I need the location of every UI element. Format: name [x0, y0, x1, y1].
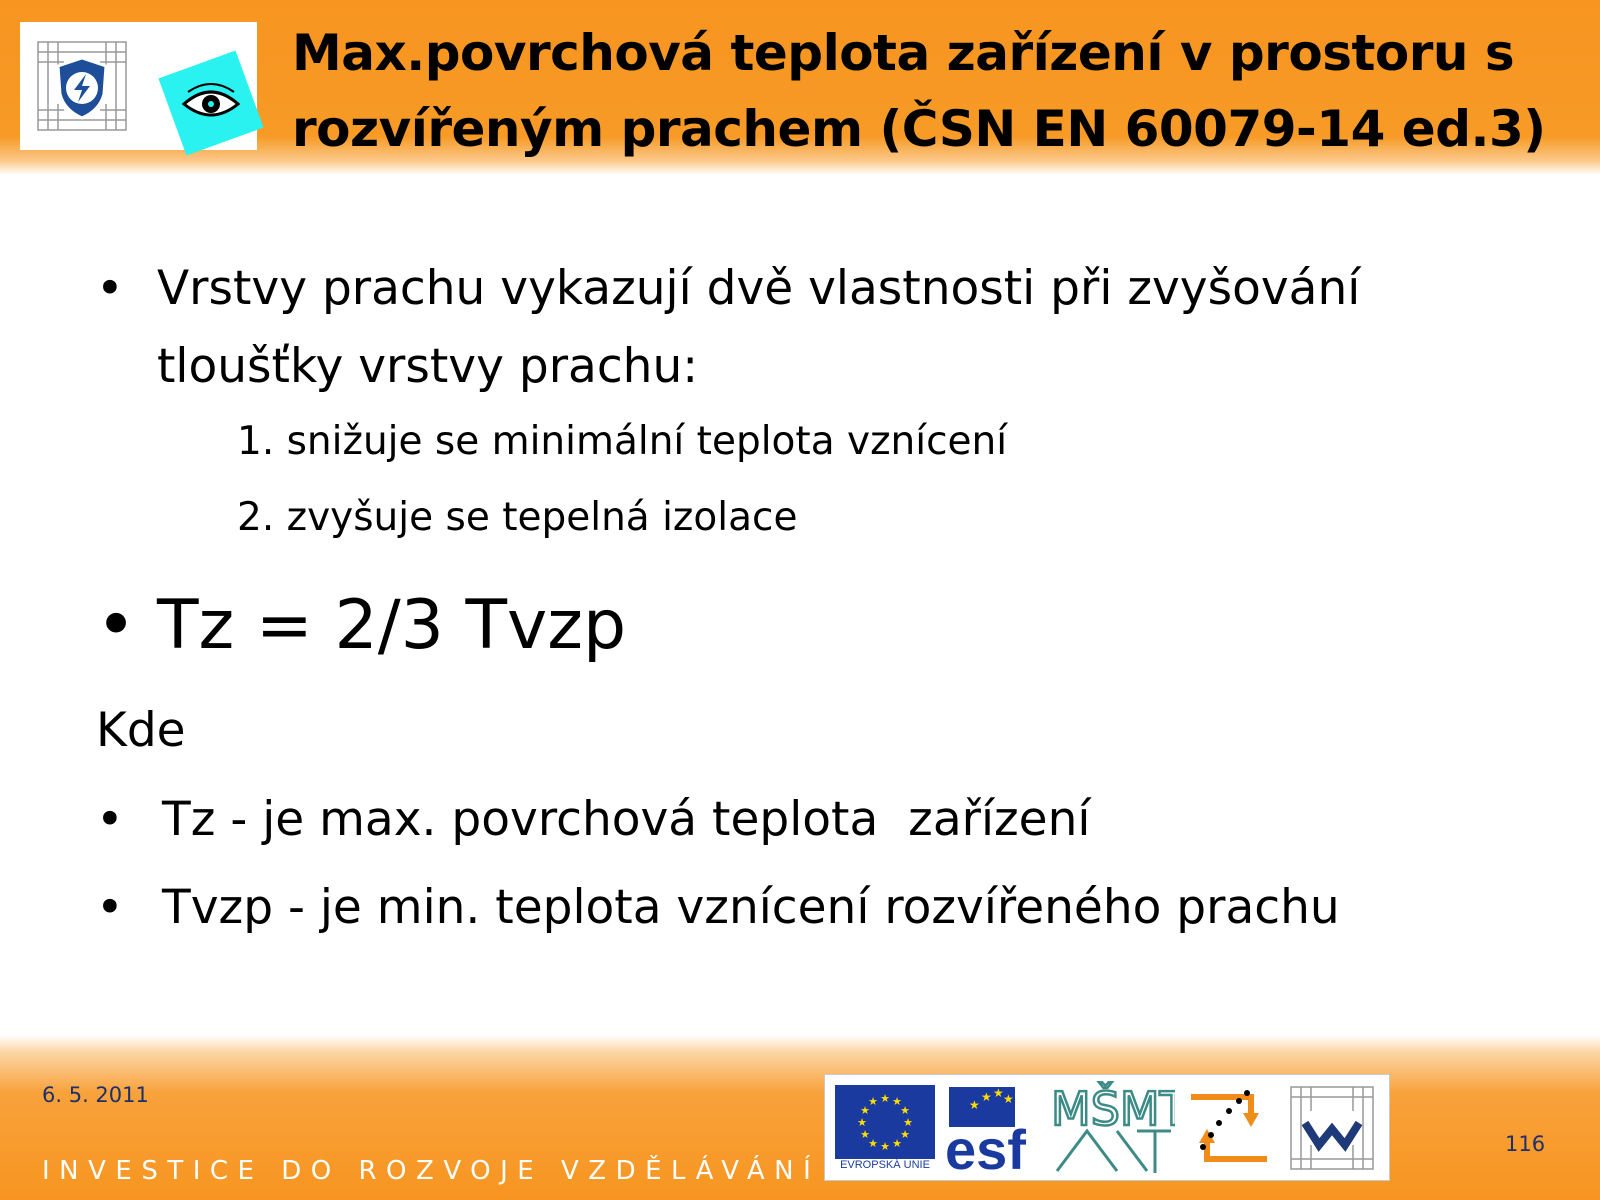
svg-text:★: ★ [900, 1128, 910, 1141]
where-label: Kde [96, 703, 186, 758]
svg-text:★: ★ [860, 1128, 870, 1141]
slide-date: 6. 5. 2011 [42, 1083, 149, 1107]
partner-logos-strip [824, 1074, 1390, 1181]
title-line-1: Max.povrchová teplota zařízení v prostoru s [292, 24, 1515, 82]
formula-text: Tz = 2/3 Tvzp [157, 586, 627, 665]
bullet-dot: • [96, 792, 124, 847]
svg-text:★: ★ [892, 1137, 902, 1150]
svg-text:★: ★ [880, 1092, 890, 1105]
esf-logo-icon [943, 1083, 1043, 1173]
bullet-dot: • [96, 261, 124, 316]
svg-text:★: ★ [860, 1104, 870, 1117]
bullet-text [157, 250, 1537, 406]
bullet1-line-2: tloušťky vrstvy prachu: [157, 339, 699, 394]
svg-text:esf: esf [945, 1118, 1026, 1173]
cycle-arrows-logo-icon [1181, 1085, 1277, 1171]
msmt-logo-icon [1047, 1081, 1175, 1175]
bullet1-line-1: Vrstvy prachu vykazují dvě vlastnosti při zvyšování [157, 261, 1361, 316]
sub-item-1: 1. snižuje se minimální teplota vznícení [237, 419, 1008, 464]
title-line-2: rozvířeným prachem (ČSN EN 60079-14 ed.3) [292, 100, 1546, 158]
svg-text:★: ★ [868, 1095, 878, 1108]
svg-text:★: ★ [993, 1086, 1004, 1100]
definition-tvzp-text: Tvzp - je min. teplota vznícení rozvířeného prachu [162, 880, 1340, 935]
university-logo-icon [1287, 1083, 1377, 1173]
eu-label: EVROPSKÁ UNIE [840, 1159, 930, 1171]
svg-text:★: ★ [868, 1137, 878, 1150]
sub-item-2: 2. zvyšuje se tepelná izolace [237, 495, 798, 540]
svg-text:★: ★ [981, 1090, 992, 1104]
svg-text:★: ★ [880, 1140, 890, 1153]
svg-text:★: ★ [1003, 1092, 1014, 1106]
bullet-dot: • [96, 586, 137, 665]
svg-text:★: ★ [969, 1098, 980, 1112]
footer-tagline: INVESTICE DO ROZVOJE VZDĚLÁVÁNÍ [42, 1156, 821, 1186]
bullet-dot: • [96, 880, 124, 935]
page-number: 116 [1505, 1132, 1546, 1156]
svg-text:★: ★ [903, 1116, 913, 1129]
definition-tz-text: Tz - je max. povrchová teplota zařízení [162, 792, 1091, 847]
svg-text:★: ★ [857, 1116, 867, 1129]
svg-text:★: ★ [900, 1104, 910, 1117]
svg-text:★: ★ [892, 1095, 902, 1108]
svg-text:MŠMT: MŠMT [1051, 1082, 1175, 1136]
eu-flag-icon [835, 1085, 935, 1159]
